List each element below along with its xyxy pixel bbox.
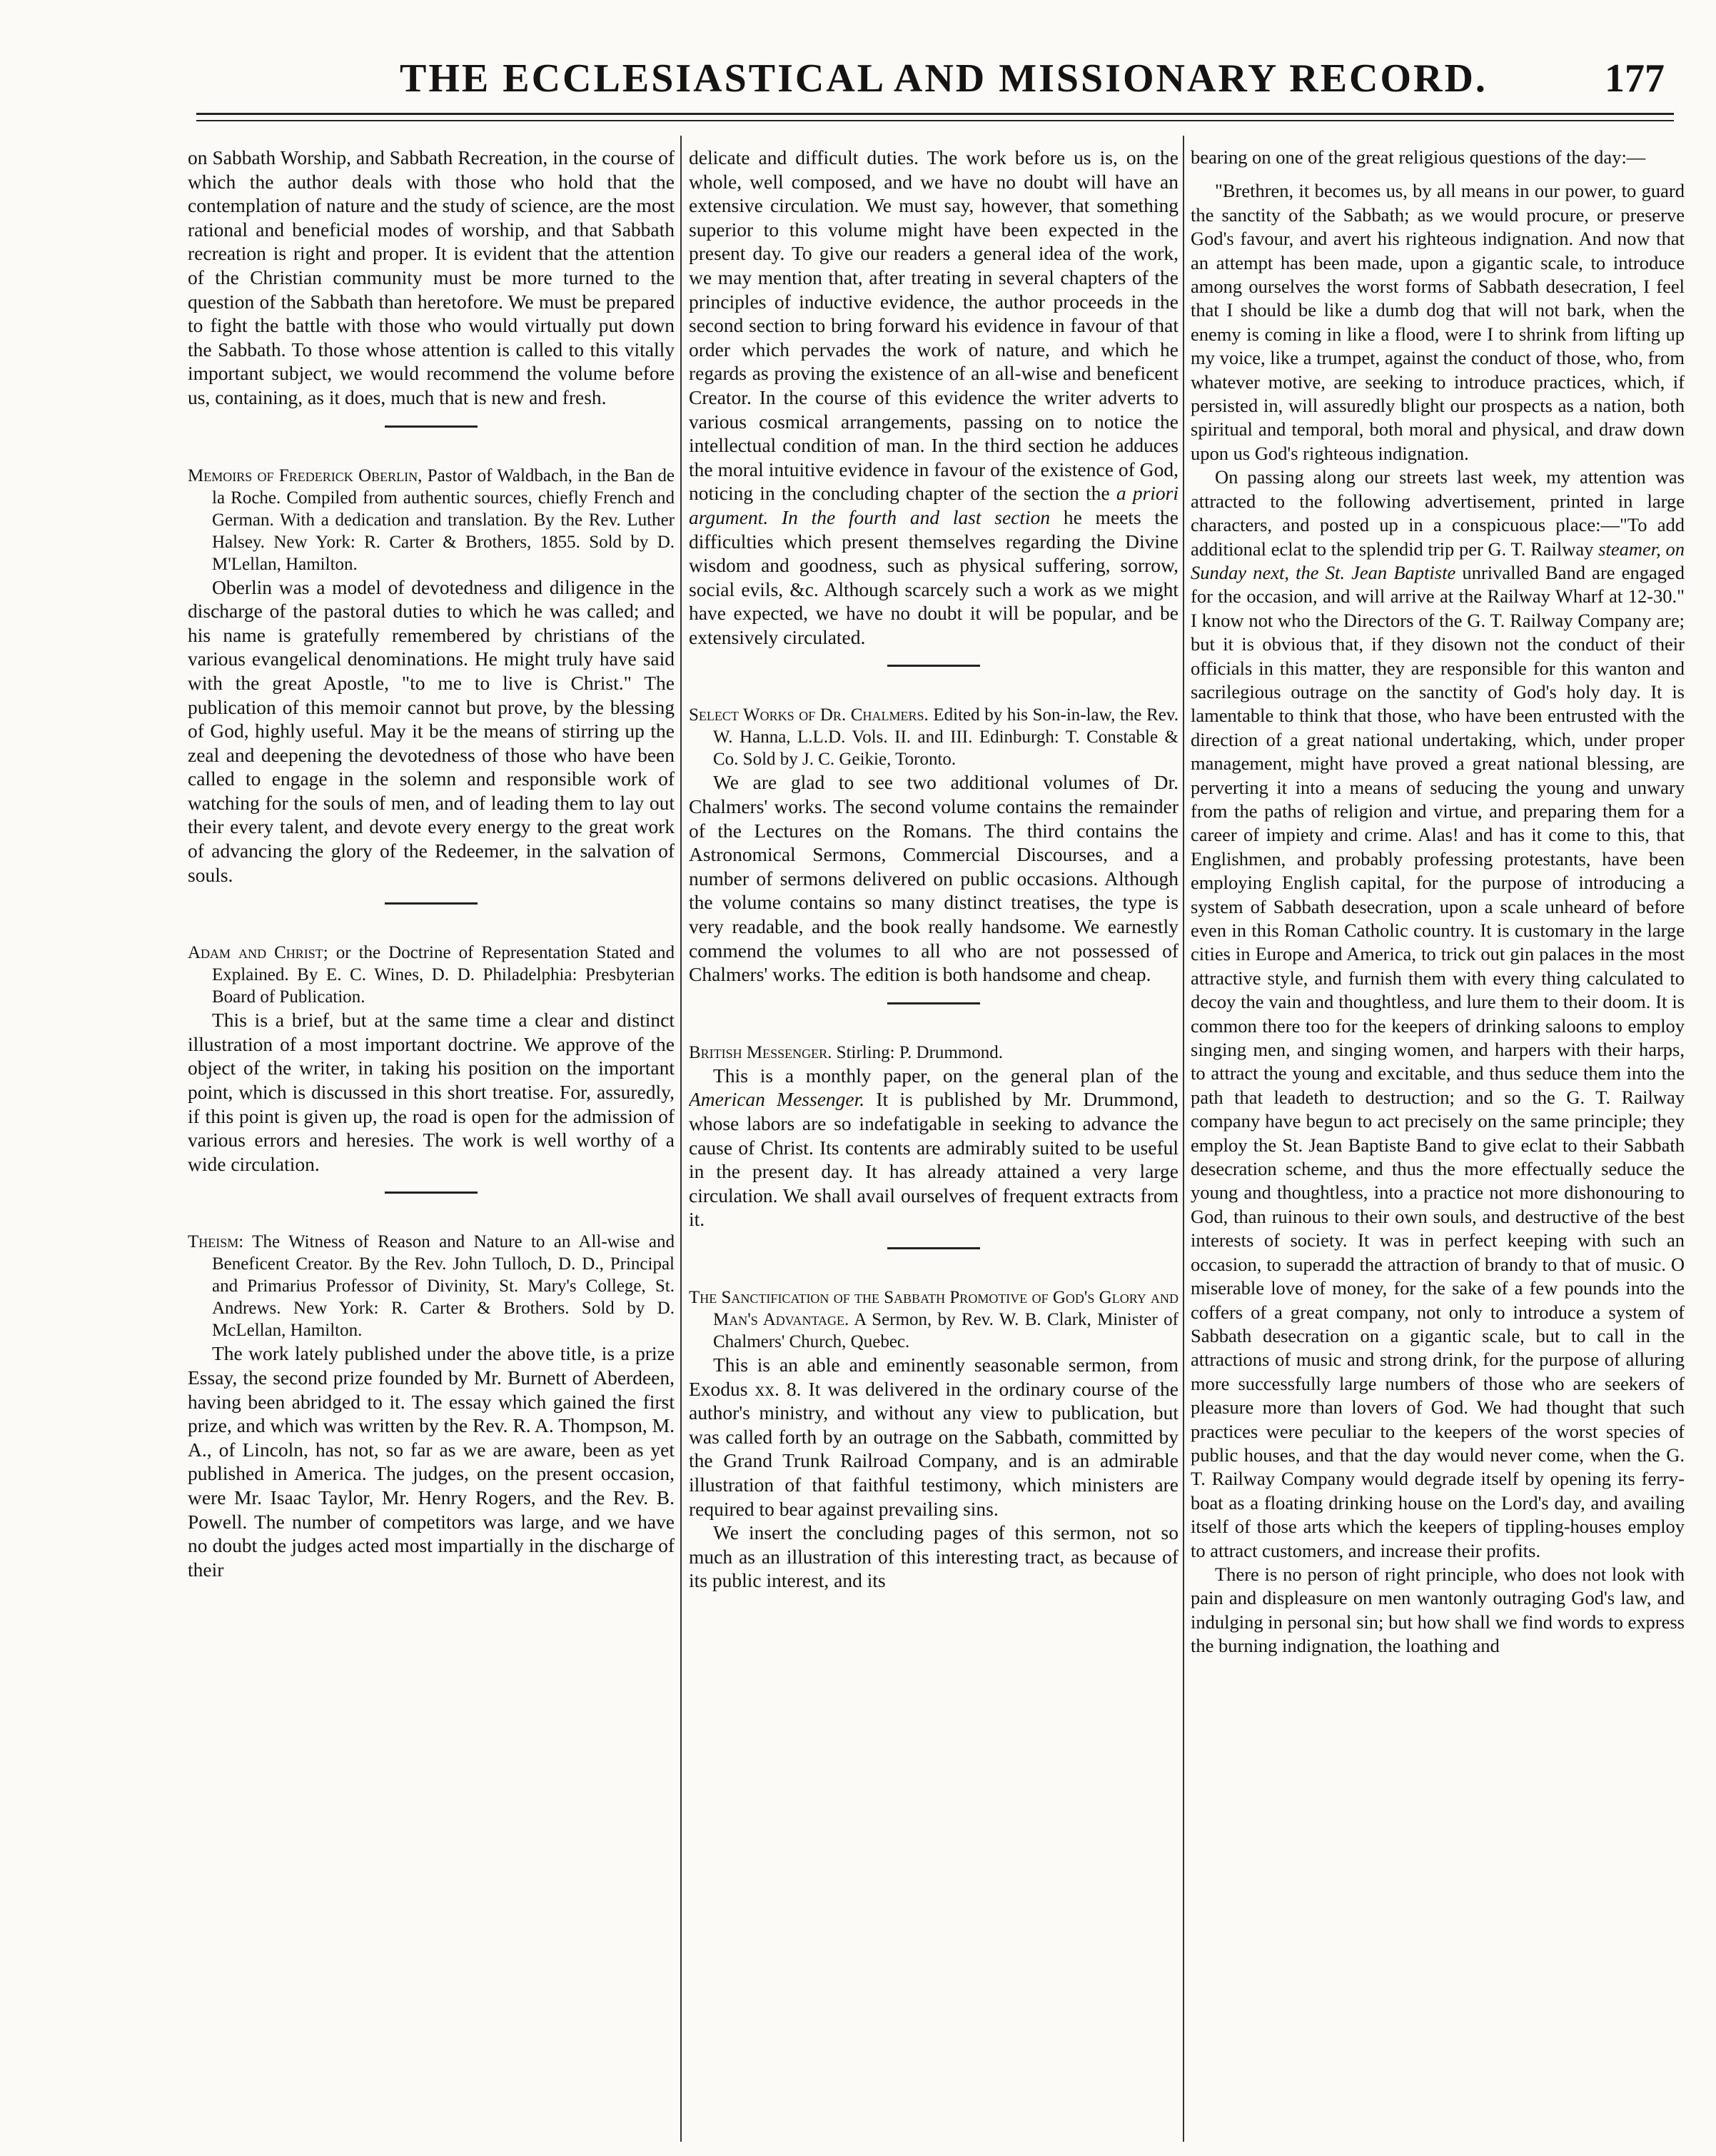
review-body	[689, 1064, 1179, 1231]
page-number: 177	[1605, 56, 1665, 101]
review-heading	[689, 704, 1179, 770]
emphasis: In the fourth and last section	[781, 505, 1051, 528]
column-middle	[689, 146, 1179, 2137]
review-title: Theism:	[188, 1232, 244, 1252]
review-heading	[188, 465, 675, 575]
review-adam-and-christ	[188, 942, 675, 1176]
sermon-quote: There is no person of right principle, who does not look with pain and displeasure on men wantonly outraging God's law, and indulging in personal sin; but how shall we find words to express the burning indignation, the loathing and	[1191, 1563, 1685, 1657]
review-publication: or the Doctrine of Representation Stated and Explained. By E. C. Wines, D. D. Philadelphia: Presbyterian Board of Publication.	[212, 943, 675, 1007]
continuation-text: delicate and difficult duties. The work before us is, on the whole, well composed, and we have no doubt will have an extensive circulation. We must say, however, that something superior to this volume might have been expected in the present day. To give our readers a general idea of the work, we may mention that, after treating in several chapters of the principles of inductive evidence, the author proceeds in the second section to bring forward his evidence in favour of that order which pervades the work of nature, and which he regards as proving the existence of an all-wise and beneficent Creator. In the course of this evidence the writer adverts to various cosmical arrangements, passing on to notice the intellectual condition of man. In the third section he adduces the moral intuitive evidence in favour of the existence of God, noticing in the concluding chapter of the section the	[689, 146, 1179, 505]
review-sabbath-sermon	[689, 1286, 1179, 1593]
column-left	[188, 146, 675, 2137]
review-title: Adam and Christ;	[188, 943, 328, 963]
column-divider-right	[1183, 136, 1184, 2142]
section-separator	[385, 425, 478, 428]
sermon-intro: bearing on one of the great religious questions of the day:—	[1191, 146, 1646, 168]
review-body: This is a brief, but at the same time a clear and distinct illustration of a most important doctrine. We approve of the object of the writer, in taking his position on the important point, which is discussed in this short treatise. For, assuredly, if this point is given up, the road is open for the admission of various errors and heresies. The work is well worthy of a wide circulation.	[188, 1009, 675, 1175]
section-separator	[385, 902, 478, 905]
sermon-quote: "Brethren, it becomes us, by all means in our power, to guard the sanctity of the Sabbath; as we would procure, or preserve God's favour, and avert his righteous indignation. And now that an attempt has been made, upon a gigantic scale, to introduce among ourselves the worst forms of Sabbath desecration, I feel that I should be like a dumb dog that will not bark, when the enemy is coming in like a flood, were I to shrink from lifting up my voice, like a trumpet, against the conduct of those, who, from whatever motive, are seeking to introduce practices, which, if persisted in, will assuredly blight our prospects as a nation, both spiritual and temporal, both moral and physical, and draw down upon us God's righteous indignation.	[1191, 180, 1685, 464]
emphasis: American Messenger.	[689, 1088, 865, 1111]
quote-text: On passing along our streets last week, my attention was attracted to the following advertisement, printed in large characters, and posted up in a conspicuous place:—"To add additional eclat to the splendid trip per G. T. Railway	[1191, 466, 1685, 560]
running-head: THE ECCLESIASTICAL AND MISSIONARY RECORD.	[400, 56, 1488, 101]
review-body: Oberlin was a model of devotedness and diligence in the discharge of the pastoral duties to which he was called; and his name is gratefully remembered by christians of the various evangelical denominations. He might truly have said with the great Apostle, "to me to live is Christ." The publication of this memoir cannot but prove, by the blessing of God, highly useful. May it be the means of stirring up the zeal and deepening the devotedness of those who have been called to engage in the solemn and responsible work of watching for the souls of men, and of leading them to lay out their every talent, and devote every energy to the great work of advancing the glory of the Redeemer, in the salvation of souls.	[188, 575, 675, 886]
review-british-messenger	[689, 1042, 1179, 1231]
section-separator	[887, 1247, 980, 1249]
review-chalmers	[689, 704, 1179, 986]
quote-text: unrivalled Band are engaged for the occasion, and will arrive at the Railway Wharf at 12-30." I know not who the Directors of the G. T. Railway Company are; but it is obvious that, if they disown not the conduct of their officials in this matter, they are responsible for this wanton and sacrilegious outrage on the sanctity of God's holy day. It is lamentable to think that those, who have been entrusted with the direction of a great national undertaking, which, under proper management, might have proved a great national blessing, are perverting it into a means of seducing the young and unwary from the paths of religion and virtue, and preparing them for a career of impiety and crime. Alas! and has it come to this, that Englishmen, and probably professing protestants, have been employing English capital, for the purpose of introducing a system of Sabbath desecration, upon a scale unheard of before even in this Roman Catholic country. It is customary in the large cities in Europe and America, to trick out gin palaces in the most attractive style, and furnish them with every thing calculated to decoy the vain and thoughtless, and lure them to their doom. It is common there too for the keepers of drinking saloons to employ singing men, and singing women, and harpers with their harps, to attract the young and excitable, and thus seduce them into the path that leadeth to destruction; and so the G. T. Railway company have begun to act precisely on the same principle; they employ the St. Jean Baptiste Band to give eclat to their Sabbath desecration scheme, and thus the more effectually seduce the young and thoughtless, into a practice not more dishonouring to God, than ruinous to their own souls, and destructive of the best interests of society. It was in perfect keeping with such an occasion, to superadd the attraction of brandy to that of music. O miserable love of money, for the sake of a few pounds into the coffers of a great company, not only to introduce a system of Sabbath desecration on a gigantic scale, but to call in the attractions of music and strong drink, for the purpose of alluring more successfully large numbers of those who are seekers of pleasure more than lovers of God. We had thought that such practices were peculiar to the keepers of the worst species of public houses, and that the day would never come, when the G. T. Railway Company would degrade itself by opening its ferry-boat as a floating drinking house on the Lord's day, and availing itself of those arts which the keepers of tippling-houses employ to attract customers, and increase their profits.	[1191, 561, 1685, 1561]
sermon-quote	[1191, 465, 1685, 1563]
review-heading	[689, 1042, 1179, 1064]
body-text: It is published by Mr. Drummond, whose labors are so indefatigable in seeking to advance the cause of Christ. Its contents are admirably suited to be useful in the present day. It has already attained a very large circulation. We shall avail ourselves of frequent extracts from it.	[689, 1088, 1179, 1231]
review-heading	[188, 1231, 675, 1341]
review-publication: Stirling: P. Drummond.	[836, 1042, 1004, 1062]
review-body: We are glad to see two additional volumes of Dr. Chalmers' works. The second volume contains the remainder of the Lectures on the Romans. The third contains the Astronomical Sermons, Commercial Discourses, and a number of sermons delivered on public occasions. Although the volume contains so many distinct treatises, the type is very readable, and the book really handsome. We earnestly commend the volumes to all who are not possessed of Chalmers' works. The edition is both handsome and cheap.	[689, 771, 1179, 986]
review-publication: Pastor of Waldbach, in the Ban de la Roche. Compiled from authentic sources, chiefly French and German. With a dedication and translation. By the Rev. Luther Halsey. New York: R. Carter & Brothers, 1855. Sold by D. M'Lellan, Hamilton.	[212, 465, 675, 574]
review-publication: The Witness of Reason and Nature to an All-wise and Beneficent Creator. By the Rev. John Tulloch, D. D., Principal and Primarius Professor of Divinity, St. Mary's College, St. Andrews. New York: R. Carter & Brothers. Sold by D. McLellan, Hamilton.	[212, 1232, 675, 1341]
header-rule-top	[196, 113, 1674, 115]
review-theism	[188, 1231, 675, 1581]
section-separator	[385, 1192, 478, 1194]
review-publication: A Sermon, by Rev. W. B. Clark, Minister of Chalmers' Church, Quebec.	[713, 1309, 1179, 1351]
emphasis: steamer, on Sunday next, the St. Jean Baptiste	[1191, 538, 1685, 583]
column-divider-left	[680, 136, 682, 2142]
emphasis: a priori argument.	[689, 482, 1179, 528]
review-oberlin	[188, 465, 675, 887]
review-title: Select Works of Dr. Chalmers.	[689, 705, 929, 725]
review-heading	[188, 942, 675, 1008]
review-publication: Edited by his Son-in-law, the Rev. W. Hanna, L.L.D. Vols. II. and III. Edinburgh: T. Constable & Co. Sold by J. C. Geikie, Toronto.	[713, 705, 1179, 770]
review-body: The work lately published under the above title, is a prize Essay, the second prize founded by Mr. Burnett of Aberdeen, having been abridged to it. The essay which gained the first prize, and which was written by the Rev. R. A. Thompson, M. A., of Lincoln, has not, so far as we are aware, been as yet published in America. The judges, on the present occasion, were Mr. Isaac Taylor, Mr. Henry Rogers, and the Rev. B. Powell. The number of competitors was large, and we have no doubt the judges acted most impartially in the discharge of their	[188, 1342, 675, 1581]
review-title: British Messenger.	[689, 1042, 832, 1062]
body-text: This is a monthly paper, on the general plan of the	[713, 1064, 1179, 1087]
continuation-text: he meets the difficulties which present themselves regarding the Divine wisdom and goodness, such as physical suffering, sorrow, social evils, &c. Although scarcely such a work as we might have expected, we have no doubt it will be popular, and be extensively circulated.	[689, 505, 1179, 648]
column-right	[1191, 146, 1685, 2137]
review-body: We insert the concluding pages of this sermon, not so much as an illustration of this interesting tract, as because of its public interest, and its	[689, 1521, 1179, 1592]
review-continuation: on Sabbath Worship, and Sabbath Recreation, in the course of which the author deals with those who hold that the contemplation of nature and the study of science, are the most rational and beneficial modes of worship, and that Sabbath recreation is right and proper. It is evident that the attention of the Christian community must be more turned to the question of the Sabbath than heretofore. We must be prepared to fight the battle with those who would virtually put down the Sabbath. To those whose attention is called to this vitally important subject, we would recommend the volume before us, containing, as it does, much that is new and fresh.	[188, 146, 675, 408]
review-heading	[689, 1286, 1179, 1353]
review-body: This is an able and eminently seasonable sermon, from Exodus xx. 8. It was delivered in the ordinary course of the author's ministry, and without any view to publication, but was called forth by an outrage on the Sabbath, committed by the Grand Trunk Railroad Company, and is an admirable illustration of that faithful testimony, which ministers are required to bear against prevailing sins.	[689, 1353, 1179, 1520]
section-separator	[887, 1002, 980, 1004]
section-separator	[887, 665, 980, 667]
review-title: The Sanctification of the Sabbath Promotive of God's Glory and Man's Advantage.	[689, 1287, 1179, 1329]
header-rule-bottom	[196, 120, 1674, 121]
review-continuation	[689, 146, 1179, 649]
review-title: Memoirs of Frederick Oberlin,	[188, 465, 423, 485]
